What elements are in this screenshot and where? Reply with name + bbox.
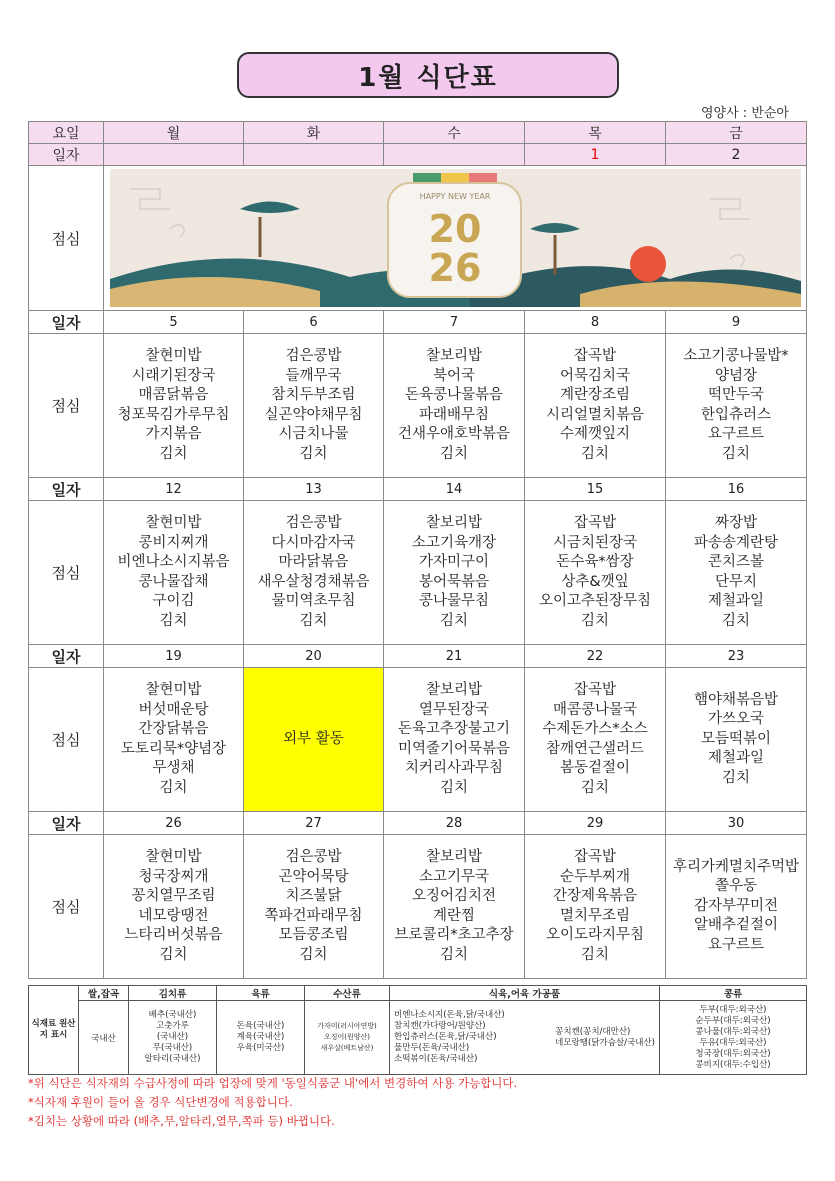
meal-item: 도토리묵*양념장 xyxy=(120,740,227,757)
meal-item: 소고기무국 xyxy=(418,868,490,885)
new-year-banner xyxy=(110,169,801,307)
date-cell: 8 xyxy=(525,311,666,334)
origin-line: 소떡볶이(돈육/국내산) xyxy=(394,1054,478,1064)
origin-line: 무(국내산) xyxy=(152,1043,193,1053)
meal-item: 김치 xyxy=(159,612,188,629)
date-cell: 12 xyxy=(104,478,244,501)
date-cell: 14 xyxy=(384,478,525,501)
origin-processed-right xyxy=(555,1027,655,1049)
meal-item: 찰보리밥 xyxy=(425,849,483,865)
meal-cell xyxy=(525,668,666,812)
day-header-tue: 화 xyxy=(244,122,384,144)
origin-kimchi xyxy=(129,1001,217,1075)
origin-line: 계육(국내산) xyxy=(236,1032,285,1042)
meal-item: 마라닭볶음 xyxy=(278,554,349,570)
origin-line: 새우살(베트남산) xyxy=(320,1044,374,1052)
note-line: *식자재 후원이 들어 올 경우 식단변경에 적용합니다. xyxy=(28,1095,293,1109)
origin-line: 물만두(돈육/국내산) xyxy=(394,1043,470,1053)
page-title: 1월 식단표 xyxy=(237,52,619,98)
meal-item: 다시마감자국 xyxy=(271,534,356,551)
meal-item: 소고기육개장 xyxy=(411,534,497,551)
meal-item: 간장제육볶음 xyxy=(552,888,638,904)
origin-line: 우육(미국산) xyxy=(236,1043,285,1053)
date-cell-holiday: 1 xyxy=(525,144,666,166)
meal-item: 비엔나소시지볶음 xyxy=(117,554,230,570)
meal-item: 북어국 xyxy=(432,367,476,384)
meal-item: 멸치무조림 xyxy=(559,907,631,924)
lunch-label: 점심 xyxy=(29,166,104,311)
meal-item: 김치 xyxy=(439,946,468,963)
meal-item: 참깨연근샐러드 xyxy=(545,740,645,757)
meal-cell xyxy=(104,835,244,979)
meal-item: 시금치나물 xyxy=(278,426,349,442)
meal-item: 한입츄러스 xyxy=(700,406,772,423)
meal-item: 시래기된장국 xyxy=(131,367,216,384)
meal-item: 감자부꾸미전 xyxy=(693,897,779,914)
origin-processed xyxy=(390,1001,660,1075)
date-cell: 7 xyxy=(384,311,525,334)
meal-item: 김치 xyxy=(299,612,328,629)
meal-item: 가쓰오국 xyxy=(707,711,765,728)
meal-item: 미역줄기어묵볶음 xyxy=(397,740,511,757)
origin-line: (국내산) xyxy=(156,1032,189,1042)
meal-item: 순두부찌개 xyxy=(559,868,631,885)
date-cell: 28 xyxy=(384,812,525,835)
meal-item: 김치 xyxy=(299,445,328,462)
date-cell: 15 xyxy=(525,478,666,501)
meal-cell xyxy=(104,668,244,812)
meal-item: 콩나물잡채 xyxy=(138,573,209,590)
meal-item: 돈육콩나물볶음 xyxy=(404,387,504,403)
origin-meat xyxy=(217,1001,305,1075)
meal-item: 가자미구이 xyxy=(418,554,490,570)
lunch-label: 점심 xyxy=(29,501,104,645)
origin-line: 두부(대두:외국산) xyxy=(699,1004,767,1015)
new-year-illustration xyxy=(110,169,801,307)
meal-item: 찰현미밥 xyxy=(145,348,202,364)
origin-header: 쌀,잡곡 xyxy=(79,986,129,1001)
note-line: *김치는 상황에 따라 (배추,무,알타리,열무,쪽파 등) 바뀝니다. xyxy=(28,1114,335,1128)
meal-cell xyxy=(525,835,666,979)
origin-line: 고춧가루 xyxy=(156,1021,189,1031)
date-cell: 29 xyxy=(525,812,666,835)
origin-seafood xyxy=(305,1001,390,1075)
meal-item: 구이김 xyxy=(152,593,195,609)
meal-item: 김치 xyxy=(439,779,468,796)
date-cell: 21 xyxy=(384,645,525,668)
origin-line: 한입츄러스(돈육,닭/국내산) xyxy=(394,1032,497,1042)
date-cell: 30 xyxy=(666,812,807,835)
meal-item: 시리얼멸치볶음 xyxy=(545,406,645,423)
origin-line: 알타리(국내산) xyxy=(144,1054,201,1064)
note-line: *위 식단은 식자재의 수급사정에 따라 업장에 맞게 '동일식품군 내'에서 변경하여 사용 가능합니다. xyxy=(28,1076,518,1090)
meal-item: 참치두부조림 xyxy=(271,387,356,403)
meal-item: 소고기콩나물밥* xyxy=(683,348,789,364)
meal-item: 김치 xyxy=(580,946,609,963)
meal-item: 새우살청경채볶음 xyxy=(257,573,370,590)
meal-item: 버섯매운탕 xyxy=(138,701,209,718)
lunch-label: 점심 xyxy=(29,334,104,478)
date-cell: 5 xyxy=(104,311,244,334)
meal-item: 꽁치열무조림 xyxy=(131,888,216,904)
origin-line: 네모랑땡(닭가슴살/국내산) xyxy=(555,1037,655,1048)
meal-item: 건새우애호박볶음 xyxy=(397,426,511,442)
meal-item: 모듬떡볶이 xyxy=(700,730,772,747)
origin-line: 돈육(국내산) xyxy=(236,1021,285,1031)
meal-item: 잡곡밥 xyxy=(573,348,617,364)
date-cell: 27 xyxy=(244,812,384,835)
meal-item: 쫄우동 xyxy=(714,878,758,895)
meal-item: 김치 xyxy=(721,445,750,462)
meal-item: 김치 xyxy=(299,946,328,963)
meal-cell xyxy=(104,501,244,645)
origin-header: 콩류 xyxy=(660,986,807,1001)
meal-item: 떡만두국 xyxy=(707,387,765,403)
date-cell: 13 xyxy=(244,478,384,501)
meal-item: 파송송계란탕 xyxy=(693,534,779,551)
date-cell: 26 xyxy=(104,812,244,835)
meal-cell xyxy=(104,334,244,478)
meal-item: 느타리버섯볶음 xyxy=(124,927,223,943)
date-row-label: 일자 xyxy=(29,311,104,334)
day-header-fri: 금 xyxy=(666,122,807,144)
date-cell xyxy=(244,144,384,166)
banner-cell xyxy=(104,166,807,311)
origin-line: 꽁치캔(꽁치/대만산) xyxy=(555,1026,631,1037)
meal-cell xyxy=(244,501,384,645)
lunch-label: 점심 xyxy=(29,835,104,979)
origin-line: 오징어(원양산) xyxy=(323,1033,371,1041)
meal-cell xyxy=(384,835,525,979)
meal-item: 김치 xyxy=(159,946,188,963)
meal-item: 물미역초무침 xyxy=(271,593,356,609)
meal-item: 치커리사과무침 xyxy=(404,760,504,776)
origin-line: 배추(국내산) xyxy=(148,1010,197,1020)
meal-item: 치즈불닭 xyxy=(285,888,342,904)
meal-item: 단무지 xyxy=(714,573,758,590)
meal-item: 열무된장국 xyxy=(418,701,490,718)
day-header-label: 요일 xyxy=(29,122,104,144)
notes xyxy=(28,1074,517,1131)
menu-table xyxy=(28,121,807,979)
meal-item: 검은콩밥 xyxy=(285,515,342,531)
meal-item: 잡곡밥 xyxy=(573,682,617,698)
meal-item: 검은콩밥 xyxy=(285,348,342,364)
meal-item: 김치 xyxy=(721,612,750,629)
meal-item: 잡곡밥 xyxy=(573,849,617,865)
meal-item: 파래배무침 xyxy=(418,406,490,423)
meal-cell xyxy=(666,835,807,979)
date-cell xyxy=(384,144,525,166)
meal-item: 콩비지찌개 xyxy=(138,534,209,551)
meal-item: 돈수육*쌈장 xyxy=(556,554,634,570)
year-bottom-text: 26 xyxy=(428,246,481,290)
origin-header: 육류 xyxy=(217,986,305,1001)
meal-item: 네모랑땡전 xyxy=(138,907,209,924)
meal-item: 매콤닭볶음 xyxy=(138,387,209,403)
meal-item: 곤약어묵탕 xyxy=(278,868,349,885)
date-cell: 20 xyxy=(244,645,384,668)
origin-line: 가자미(러시아연방) xyxy=(317,1022,377,1030)
meal-item: 잡곡밥 xyxy=(573,515,617,531)
meal-cell xyxy=(525,501,666,645)
meal-cell xyxy=(666,334,807,478)
meal-item: 모듬콩조림 xyxy=(278,927,349,943)
origin-beans xyxy=(660,1001,807,1075)
date-cell: 22 xyxy=(525,645,666,668)
year-top-text: 20 xyxy=(428,207,481,251)
date-header-label: 일자 xyxy=(29,144,104,166)
meal-item: 햄야채볶음밥 xyxy=(693,691,779,708)
meal-item: 요구르트 xyxy=(707,426,765,442)
meal-item: 어묵김치국 xyxy=(559,367,631,384)
origin-header: 식육,어육 가공품 xyxy=(390,986,660,1001)
dietitian-label: 영양사 : 반순아 xyxy=(701,106,789,121)
meal-item: 청포묵김가루무침 xyxy=(117,406,230,423)
meal-item: 청국장찌개 xyxy=(138,868,209,885)
meal-item: 브로콜리*초고추장 xyxy=(394,927,514,943)
meal-item: 외부 활동 xyxy=(283,730,344,747)
date-cell: 6 xyxy=(244,311,384,334)
date-cell: 23 xyxy=(666,645,807,668)
meal-cell xyxy=(384,668,525,812)
meal-cell xyxy=(244,835,384,979)
meal-item: 가지볶음 xyxy=(145,426,202,442)
date-cell xyxy=(104,144,244,166)
origin-header: 수산류 xyxy=(305,986,390,1001)
meal-item: 김치 xyxy=(580,445,609,462)
meal-cell xyxy=(525,334,666,478)
meal-item: 봄동겉절이 xyxy=(559,760,631,776)
meal-cell xyxy=(384,334,525,478)
meal-item: 쪽파건파래무침 xyxy=(264,907,363,924)
meal-item: 콩나물무침 xyxy=(418,593,490,609)
origin-line: 참치캔(가다랑어/원양산) xyxy=(394,1021,486,1031)
meal-item: 제철과일 xyxy=(707,593,765,609)
day-header-thu: 목 xyxy=(525,122,666,144)
meal-item: 찰현미밥 xyxy=(145,682,202,698)
day-header-mon: 월 xyxy=(104,122,244,144)
meal-cell xyxy=(666,668,807,812)
meal-item: 실곤약야채무침 xyxy=(264,406,363,423)
origin-rice: 국내산 xyxy=(79,1001,129,1075)
meal-item: 찰현미밥 xyxy=(145,849,202,865)
meal-cell xyxy=(244,334,384,478)
meal-item: 계란장조림 xyxy=(559,387,631,403)
origin-processed-left xyxy=(394,1010,505,1065)
meal-item: 오이도라지무침 xyxy=(545,927,645,943)
meal-item: 봉어묵볶음 xyxy=(418,573,490,590)
meal-item: 짜장밥 xyxy=(714,515,758,531)
meal-item: 들깨무국 xyxy=(285,367,342,384)
happy-new-year-text: HAPPY NEW YEAR xyxy=(419,192,490,201)
meal-item: 계란찜 xyxy=(432,907,476,924)
meal-cell xyxy=(244,668,384,812)
meal-item: 무생채 xyxy=(152,760,195,776)
meal-item: 김치 xyxy=(439,612,468,629)
meal-item: 양념장 xyxy=(714,367,758,384)
meal-item: 수제돈가스*소스 xyxy=(542,721,648,737)
date-row-label: 일자 xyxy=(29,478,104,501)
meal-item: 김치 xyxy=(721,769,750,786)
date-row-label: 일자 xyxy=(29,812,104,835)
meal-item: 김치 xyxy=(159,779,188,796)
origin-table xyxy=(28,985,807,1075)
origin-line: 순두부(대두:외국산) xyxy=(695,1015,771,1026)
meal-item: 수제깻잎지 xyxy=(559,426,631,442)
origin-line: 비엔나소시지(돈육,닭/국내산) xyxy=(394,1010,505,1020)
meal-item: 알배추겉절이 xyxy=(693,917,779,934)
date-cell: 9 xyxy=(666,311,807,334)
meal-item: 김치 xyxy=(580,612,609,629)
meal-item: 후리가케멸치주먹밥 xyxy=(672,858,800,875)
meal-item: 돈육고추장불고기 xyxy=(397,721,511,737)
day-header-wed: 수 xyxy=(384,122,525,144)
meal-item: 찰보리밥 xyxy=(425,682,483,698)
origin-line: 콩나물(대두:외국산) xyxy=(695,1026,771,1037)
date-cell: 19 xyxy=(104,645,244,668)
date-cell: 2 xyxy=(666,144,807,166)
origin-line: 콩비지(대두:수입산) xyxy=(695,1059,771,1070)
meal-item: 제철과일 xyxy=(707,750,765,767)
date-row-label: 일자 xyxy=(29,645,104,668)
meal-item: 매콤콩나물국 xyxy=(552,701,638,718)
meal-item: 찰보리밥 xyxy=(425,515,483,531)
origin-side-label: 식재료 원산지 표시 xyxy=(29,986,79,1075)
meal-item: 검은콩밥 xyxy=(285,849,342,865)
meal-cell xyxy=(666,501,807,645)
meal-item: 오이고추된장무침 xyxy=(538,593,652,609)
meal-item: 김치 xyxy=(439,445,468,462)
meal-item: 요구르트 xyxy=(707,936,765,953)
origin-line: 청국장(대두:외국산) xyxy=(695,1048,771,1059)
meal-item: 시금치된장국 xyxy=(552,534,638,551)
meal-item: 간장닭볶음 xyxy=(138,721,209,737)
meal-item: 오징어김치전 xyxy=(411,888,497,904)
date-cell: 16 xyxy=(666,478,807,501)
meal-item: 찰현미밥 xyxy=(145,515,202,531)
origin-line: 두유(대두:외국산) xyxy=(699,1037,767,1048)
meal-item: 콘치즈볼 xyxy=(707,554,765,570)
meal-cell xyxy=(384,501,525,645)
meal-item: 김치 xyxy=(580,779,609,796)
meal-item: 김치 xyxy=(159,445,188,462)
meal-item: 찰보리밥 xyxy=(425,348,483,364)
meal-item: 상추&깻잎 xyxy=(561,573,629,590)
origin-header: 김치류 xyxy=(129,986,217,1001)
lunch-label: 점심 xyxy=(29,668,104,812)
